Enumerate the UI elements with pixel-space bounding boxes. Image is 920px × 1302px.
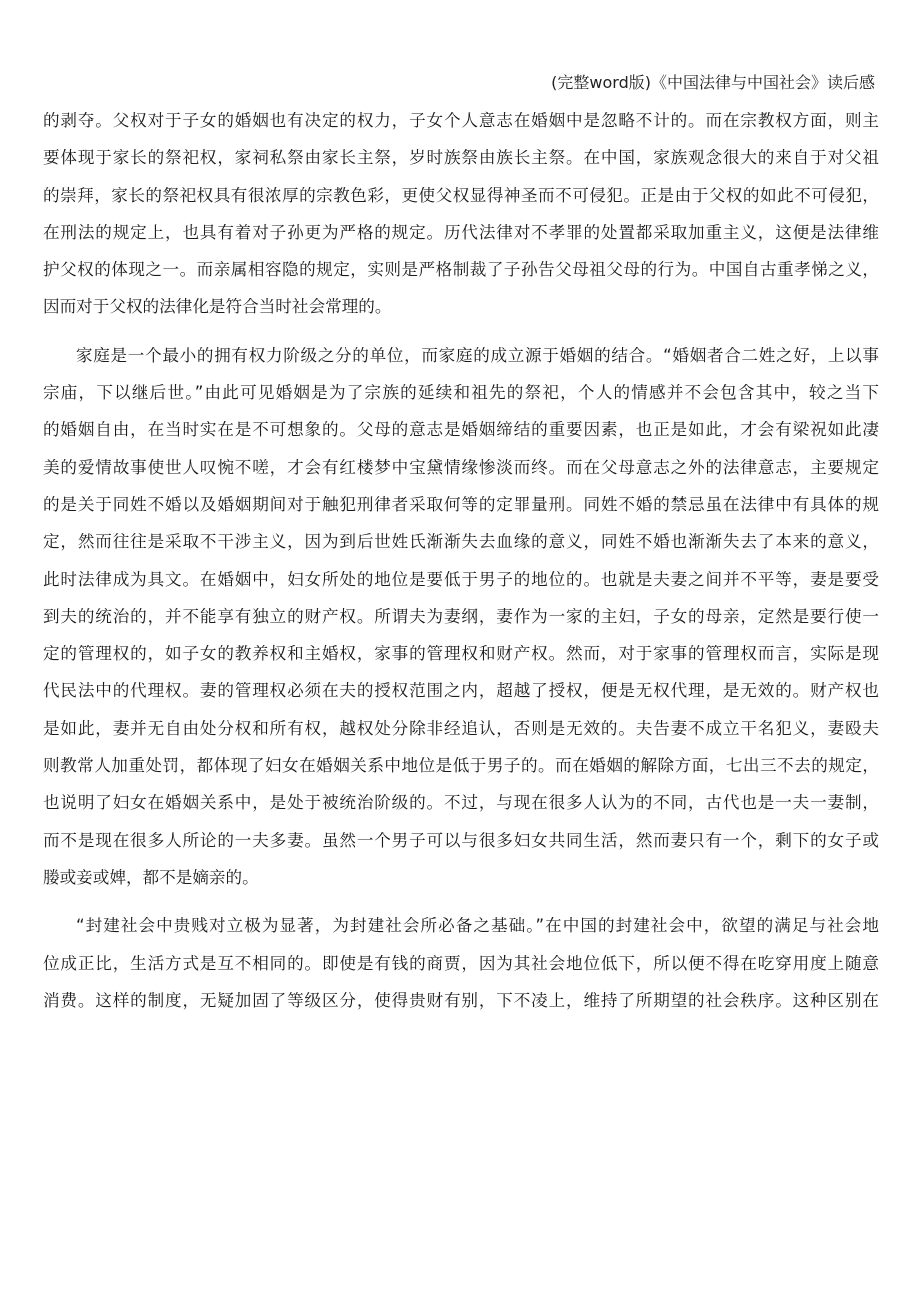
paragraph	[43, 102, 879, 326]
text-line: 是如此，妻并无自由处分权和所有权，越权处分除非经追认，否则是无效的。夫告妻不成立干名犯义，妻殴夫	[43, 718, 879, 738]
text-line: 在刑法的规定上，也具有着对子孙更为严格的规定。历代法律对不孝罪的处置都采取加重主义，这便是法律维	[43, 222, 879, 242]
text-line: 护父权的体现之一。而亲属相容隐的规定，实则是严格制裁了子孙告父母祖父母的行为。中国自古重孝悌之义，	[43, 260, 879, 280]
running-header: (完整word版)《中国法律与中国社会》读后感	[551, 73, 875, 92]
text-line: 美的爱情故事使世人叹惋不嗟，才会有红楼梦中宝黛情缘惨淡而终。而在父母意志之外的法律意志，主要规定	[43, 457, 879, 477]
text-line: 定，然而往往是采取不干涉主义，因为到后世姓氏渐渐失去血缘的意义，同姓不婚也渐渐失去了本来的意义，	[43, 532, 879, 552]
text-line: 代民法中的代理权。妻的管理权必须在夫的授权范围之内，超越了授权，便是无权代理，是无效的。财产权也	[43, 681, 879, 701]
text-line: 宗庙，下以继后世。”由此可见婚姻是为了宗族的延续和祖先的祭祀，个人的情感并不会包含其中，较之当下	[43, 383, 879, 403]
paragraph	[43, 337, 879, 896]
paragraphs	[43, 102, 879, 1019]
paragraph-gap	[43, 896, 879, 907]
text-line: 家庭是一个最小的拥有权力阶级之分的单位，而家庭的成立源于婚姻的结合。“婚姻者合二姓之好，上以事	[76, 345, 879, 365]
text-line: 定的管理权的，如子女的教养权和主婚权，家事的管理权和财产权。然而，对于家事的管理权而言，实际是现	[43, 644, 879, 664]
text-line: 到夫的统治的，并不能享有独立的财产权。所谓夫为妻纲，妻作为一家的主妇，子女的母亲，定然是要行使一	[43, 606, 879, 626]
paragraph	[43, 907, 879, 1019]
text-line: 的崇拜，家长的祭祀权具有很浓厚的宗教色彩，更使父权显得神圣而不可侵犯。正是由于父权的如此不可侵犯，	[43, 185, 879, 205]
text-line: 的婚姻自由，在当时实在是不可想象的。父母的意志是婚姻缔结的重要因素，也正是如此，才会有梁祝如此凄	[43, 420, 879, 440]
text-line: 消费。这样的制度，无疑加固了等级区分，使得贵财有别，下不凌上，维持了所期望的社会秩序。这种区别在	[43, 990, 879, 1010]
text-line: 位成正比，生活方式是互不相同的。即使是有钱的商贾，因为其社会地位低下，所以便不得在吃穿用度上随意	[43, 953, 879, 973]
text-line: 此时法律成为具文。在婚姻中，妇女所处的地位是要低于男子的地位的。也就是夫妻之间并不平等，妻是要受	[43, 569, 879, 589]
paragraph-gap	[43, 326, 879, 337]
text-line: 也说明了妇女在婚姻关系中，是处于被统治阶级的。不过，与现在很多人认为的不同，古代也是一夫一妻制，	[43, 793, 879, 813]
text-line: “封建社会中贵贱对立极为显著，为封建社会所必备之基础。”在中国的封建社会中，欲望的满足与社会地	[76, 916, 879, 936]
body-text	[43, 102, 879, 1019]
text-line: 则教常人加重处罚，都体现了妇女在婚姻关系中地位是低于男子的。而在婚姻的解除方面，七出三不去的规定，	[43, 756, 879, 776]
text-line: 的剥夺。父权对于子女的婚姻也有决定的权力，子女个人意志在婚姻中是忽略不计的。而在宗教权方面，则主	[43, 111, 879, 130]
text-line: 要体现于家长的祭祀权，家祠私祭由家长主祭，岁时族祭由族长主祭。在中国，家族观念很大的来自于对父祖	[43, 148, 879, 168]
text-line: 的是关于同姓不婚以及婚姻期间对于触犯刑律者采取何等的定罪量刑。同姓不婚的禁忌虽在法律中有具体的规	[43, 494, 879, 514]
text-line: 而不是现在很多人所论的一夫多妻。虽然一个男子可以与很多妇女共同生活，然而妻只有一个，剩下的女子或	[43, 830, 879, 850]
text-line: 因而对于父权的法律化是符合当时社会常理的。	[43, 297, 392, 317]
text-line: 媵或妾或婢，都不是嫡亲的。	[43, 867, 259, 887]
